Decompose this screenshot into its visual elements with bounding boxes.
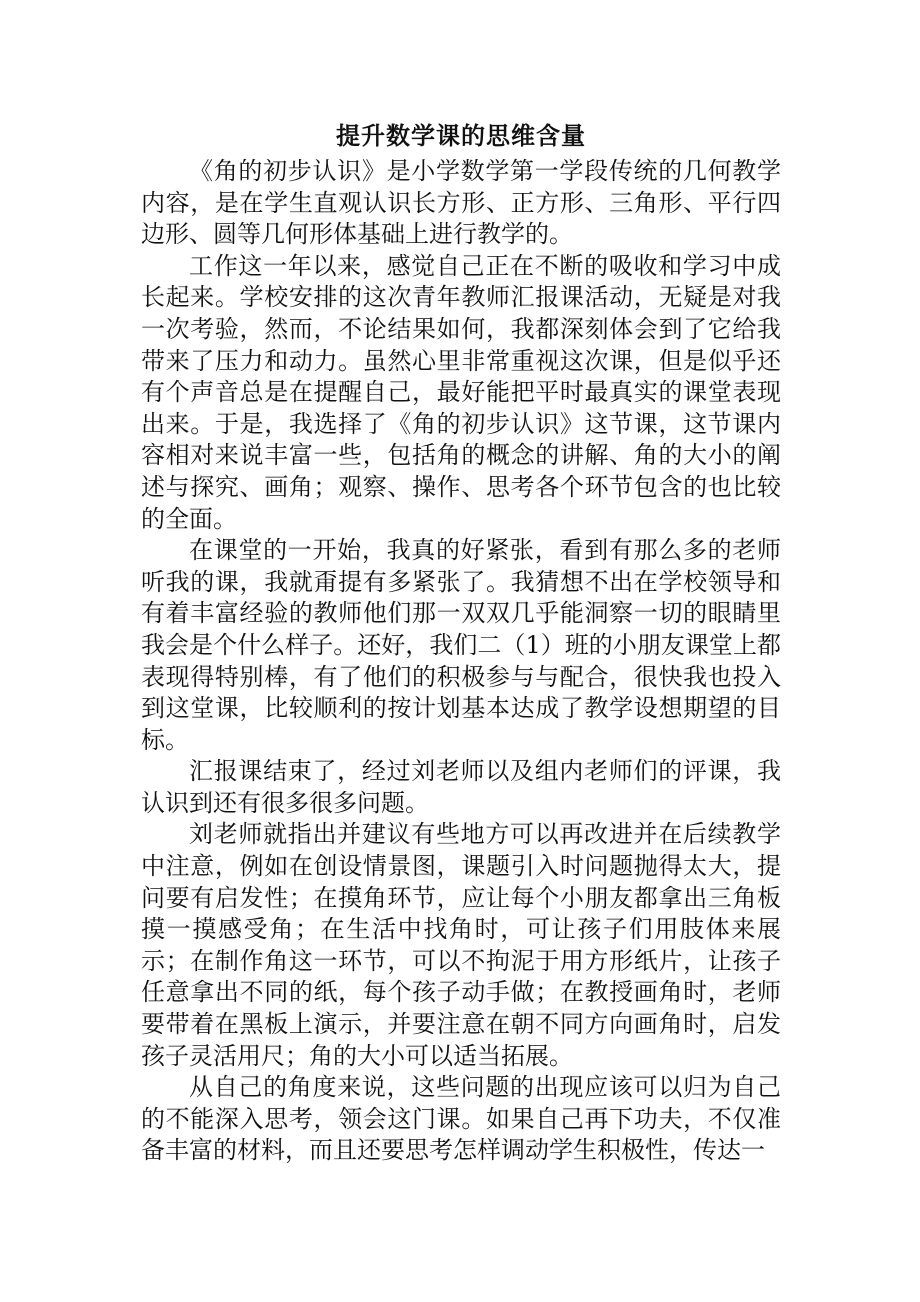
- paragraph-2: 工作这一年以来，感觉自己正在不断的吸收和学习中成长起来。学校安排的这次青年教师汇报课活动，无疑是对我一次考验，然而，不论结果如何，我都深刻体会到了它给我带来了压力和动力。虽然心里非常重视这次课，但是似乎还有个声音总是在提醒自己，最好能把平时最真实的课堂表现出来。于是，我选择了《角的初步认识》这节课，这节课内容相对来说丰富一些，包括角的概念的讲解、角的大小的阐述与探究、画角；观察、操作、思考各个环节包含的也比较的全面。: [141, 251, 781, 533]
- document-page: [141, 118, 781, 1167]
- paragraph-1: 《角的初步认识》是小学数学第一学段传统的几何教学内容，是在学生直观认识长方形、正方形、三角形、平行四边形、圆等几何形体基础上进行教学的。: [141, 157, 781, 249]
- document-title: 提升数学课的思维含量: [336, 121, 586, 150]
- paragraph-4: 汇报课结束了，经过刘老师以及组内老师们的评课，我认识到还有很多很多问题。: [141, 757, 781, 817]
- paragraph-5: 刘老师就指出并建议有些地方可以再改进并在后续教学中注意，例如在创设情景图，课题引入时问题抛得太大，提问要有启发性；在摸角环节，应让每个小朋友都拿出三角板摸一摸感受角；在生活中找角时，可让孩子们用肢体来展示；在制作角这一环节，可以不拘泥于用方形纸片，让孩子任意拿出不同的纸，每个孩子动手做；在教授画角时，老师要带着在黑板上演示，并要注意在朝不同方向画角时，启发孩子灵活用尺；角的大小可以适当拓展。: [141, 820, 781, 1070]
- paragraph-6: 从自己的角度来说，这些问题的出现应该可以归为自己的不能深入思考，领会这门课。如果自己再下功夫，不仅准备丰富的材料，而且还要思考怎样调动学生积极性，传达一: [141, 1073, 781, 1165]
- paragraph-3: 在课堂的一开始，我真的好紧张，看到有那么多的老师听我的课，我就甭提有多紧张了。我猜想不出在学校领导和有着丰富经验的教师他们那一双双几乎能洞察一切的眼睛里我会是个什么样子。还好，我们二（1）班的小朋友课堂上都表现得特别棒，有了他们的积极参与与配合，很快我也投入到这堂课，比较顺利的按计划基本达成了教学设想期望的目标。: [141, 536, 781, 754]
